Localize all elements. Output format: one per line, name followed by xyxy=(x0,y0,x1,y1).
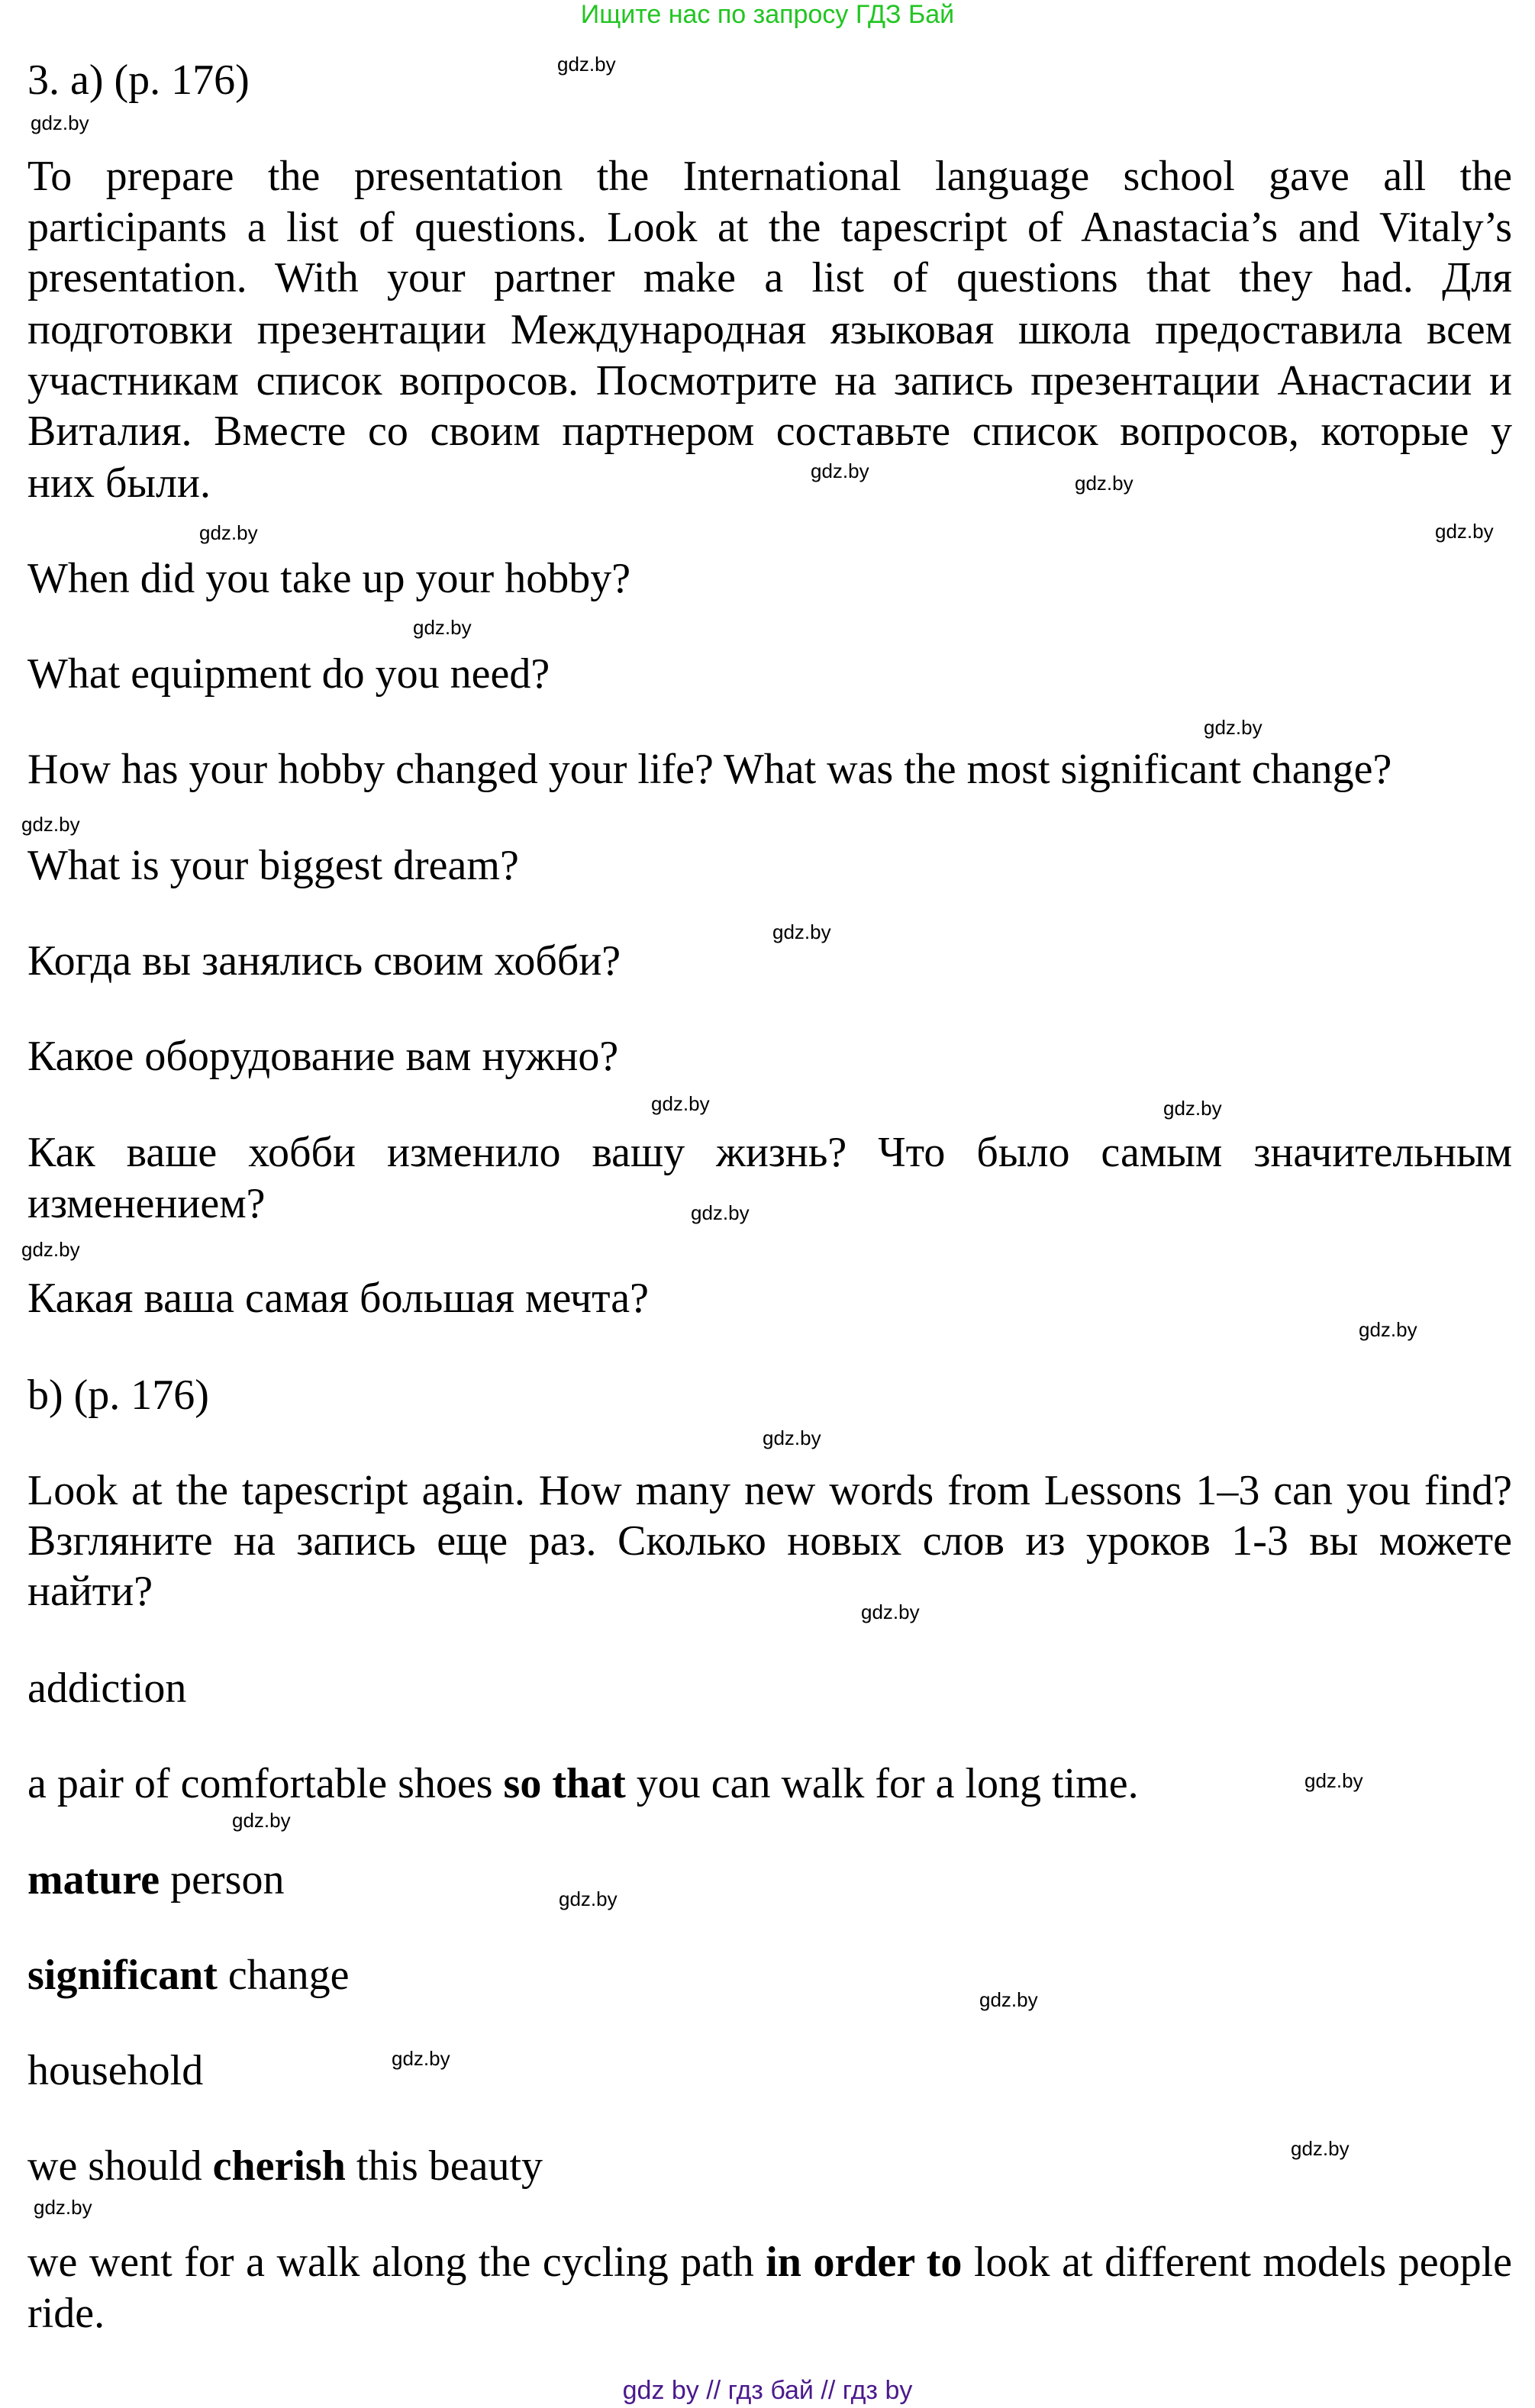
text-segment: change xyxy=(217,1952,350,1999)
text-segment: Какая ваша самая большая мечта? xyxy=(27,1275,649,1322)
text-line xyxy=(27,56,250,104)
text-line xyxy=(27,1667,186,1710)
watermark-text: gdz.by xyxy=(559,1887,618,1910)
text-line xyxy=(27,2292,105,2335)
text-line xyxy=(27,2049,203,2092)
text-segment: we should xyxy=(27,2142,213,2190)
watermark-text: gdz.by xyxy=(1435,520,1494,543)
text-segment: addiction xyxy=(27,1665,187,1712)
text-segment: подготовки презентации Международная языковая школа предоставила всем xyxy=(27,306,1512,353)
watermark-text: gdz.by xyxy=(1204,716,1263,739)
text-line xyxy=(27,155,1512,198)
text-line xyxy=(27,1762,1139,1805)
watermark-text: gdz.by xyxy=(34,2196,92,2219)
watermark-text: gdz.by xyxy=(1163,1097,1222,1120)
text-segment: участникам список вопросов. Посмотрите на запись презентации Анастасии и xyxy=(27,357,1512,405)
watermark-text: gdz.by xyxy=(31,111,89,134)
text-line xyxy=(27,650,550,698)
text-segment: When did you take up your hobby? xyxy=(27,555,631,602)
text-line xyxy=(27,1469,1512,1512)
text-line xyxy=(27,459,211,507)
text-line xyxy=(27,357,1512,405)
text-segment: participants a list of questions. Look at the tapescript of Anastacia’s and Vitaly’s xyxy=(27,204,1512,251)
text-segment: a pair of comfortable shoes xyxy=(27,1760,504,1807)
text-segment: household xyxy=(27,2047,204,2094)
watermark-text: gdz.by xyxy=(772,920,831,943)
watermark-text: gdz.by xyxy=(232,1809,291,1832)
text-segment: b) (p. 176) xyxy=(27,1372,209,1419)
watermark-text: gdz.by xyxy=(1291,2137,1350,2160)
text-line xyxy=(27,1035,618,1078)
text-segment: Какое оборудование вам нужно? xyxy=(27,1033,619,1080)
watermark-text: gdz.by xyxy=(651,1092,710,1115)
text-line xyxy=(27,206,1512,249)
text-segment: we went for a walk along the cycling path xyxy=(27,2239,766,2286)
text-line xyxy=(27,1954,350,1997)
text-segment: них были. xyxy=(27,459,211,507)
text-segment: How has your hobby changed your life? What was the most significant change? xyxy=(27,746,1392,793)
text-segment: To prepare the presentation the International language school gave all the xyxy=(27,153,1512,200)
watermark-text: gdz.by xyxy=(979,1988,1038,2011)
text-segment: this beauty xyxy=(345,2142,543,2190)
text-segment: 3. a) (p. 176) xyxy=(27,56,250,104)
text-line xyxy=(27,1182,266,1225)
bold-phrase: cherish xyxy=(212,2142,346,2190)
watermark-text: gdz.by xyxy=(557,53,616,76)
text-segment: Виталия. Вместе со своим партнером составьте список вопросов, которые у xyxy=(27,408,1512,455)
text-segment: Look at the tapescript again. How many new words from Lessons 1–3 can you find? xyxy=(27,1467,1512,1514)
text-line xyxy=(27,557,630,600)
text-segment: What equipment do you need? xyxy=(27,650,550,698)
text-line xyxy=(27,1856,285,1904)
text-line xyxy=(27,2241,1512,2284)
watermark-text: gdz.by xyxy=(691,1201,750,1224)
text-line xyxy=(27,1517,1512,1565)
text-segment: presentation. With your partner make a list of questions that they had. Для xyxy=(27,254,1512,301)
text-segment: person xyxy=(160,1856,285,1904)
text-line xyxy=(27,844,519,887)
text-segment: Когда вы занялись своим хобби? xyxy=(27,937,621,985)
watermark-text: gdz.by xyxy=(392,2047,450,2070)
text-segment: look at different models people xyxy=(962,2239,1512,2286)
text-line xyxy=(27,937,621,985)
footer-links[interactable]: gdz by // гдз бай // гдз by xyxy=(622,2376,913,2405)
watermark-text: gdz.by xyxy=(811,459,869,482)
watermark-text: gdz.by xyxy=(763,1426,821,1449)
text-segment: Взгляните на запись еще раз. Сколько новых слов из уроков 1-3 вы можете xyxy=(27,1517,1512,1565)
text-segment: изменением? xyxy=(27,1180,266,1227)
bold-phrase: in order to xyxy=(766,2239,963,2286)
text-line xyxy=(27,1131,1512,1174)
watermark-text: gdz.by xyxy=(1359,1318,1417,1341)
text-line xyxy=(27,256,1512,299)
bold-phrase: mature xyxy=(27,1856,160,1904)
text-line xyxy=(27,748,1391,791)
text-line xyxy=(27,1374,209,1417)
watermark-text: gdz.by xyxy=(413,616,472,639)
text-segment: ride. xyxy=(27,2290,105,2337)
text-line xyxy=(27,2142,543,2190)
text-line xyxy=(27,308,1512,351)
bold-phrase: significant xyxy=(27,1952,218,1999)
search-promo-banner[interactable]: Ищите нас по запросу ГДЗ Бай xyxy=(580,0,955,29)
watermark-text: gdz.by xyxy=(861,1600,920,1623)
watermark-text: gdz.by xyxy=(1304,1769,1363,1792)
watermark-text: gdz.by xyxy=(1075,472,1134,495)
text-segment: What is your biggest dream? xyxy=(27,842,519,889)
text-segment: you can walk for a long time. xyxy=(625,1760,1139,1807)
text-line xyxy=(27,410,1512,453)
bold-phrase: so that xyxy=(503,1760,626,1807)
watermark-text: gdz.by xyxy=(21,813,80,836)
text-segment: Как ваше хобби изменило вашу жизнь? Что было самым значительным xyxy=(27,1129,1512,1176)
text-segment: найти? xyxy=(27,1568,153,1615)
watermark-text: gdz.by xyxy=(21,1238,80,1261)
text-line xyxy=(27,1570,153,1613)
text-line xyxy=(27,1277,649,1320)
watermark-text: gdz.by xyxy=(199,521,258,544)
